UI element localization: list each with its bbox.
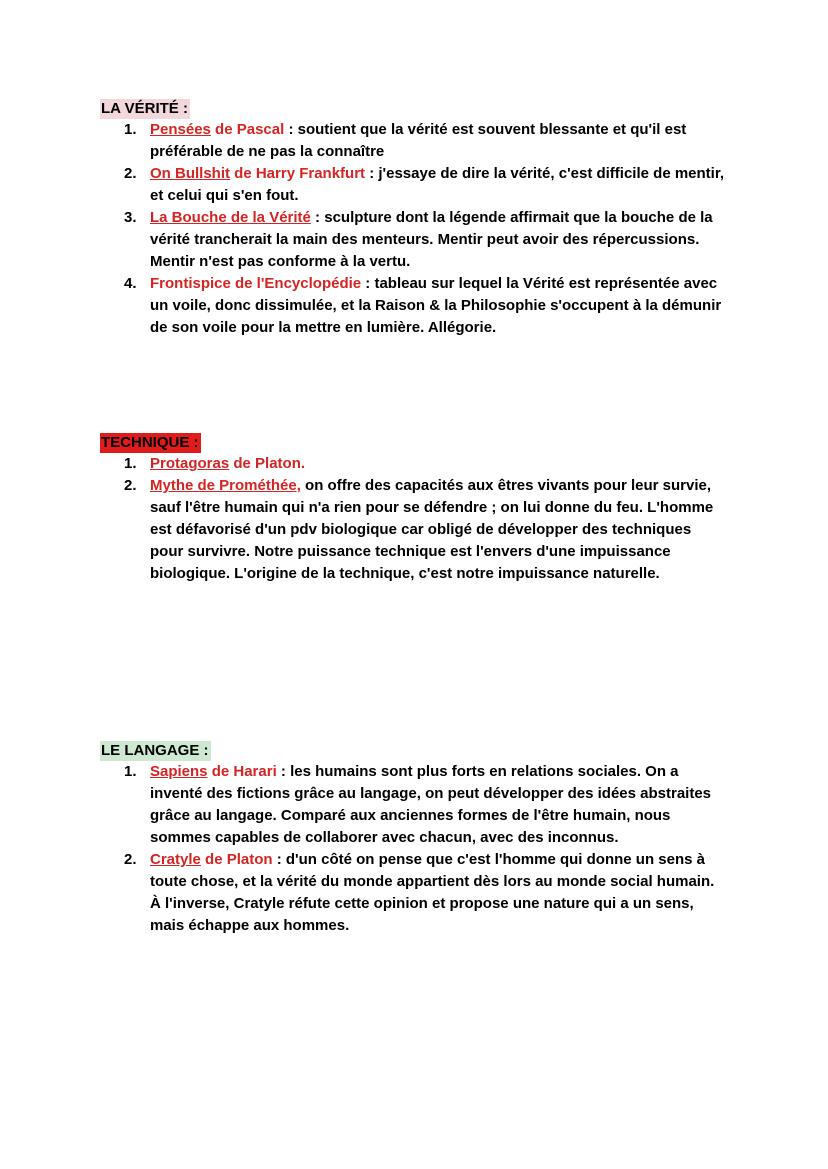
item-list-technique [100,453,740,585]
work-title-link[interactable]: La Bouche de la Vérité [150,209,311,226]
list-item [100,475,728,585]
list-item [100,273,728,339]
work-title: Frontispice de l'Encyclopédie [150,275,362,292]
item-description: : j'essaye de dire la vérité, c'est difficile de mentir, et celui qui s'en fout. [150,165,725,204]
list-item [100,849,728,937]
section-heading-verite: LA VÉRITÉ : [101,100,188,117]
section-technique [100,433,740,585]
work-title-link[interactable]: Protagoras [150,455,230,472]
work-title-link[interactable]: Cratyle [150,851,201,868]
item-description: : d'un côté on pense que c'est l'homme qui donne un sens à toute chose, et la vérité du monde appartient dès lors au monde social humain. À l'inverse, Cratyle réfute cette opinion et propose une nature qui a un sens, mais échappe aux hommes. [150,851,715,934]
work-author: de Harari [207,763,277,780]
work-author: de Pascal [210,121,285,138]
item-number: 2. [124,165,137,182]
item-description: : tableau sur lequel la Vérité est représentée avec un voile, donc dissimulée, et la Raison & la Philosophie s'occupent à la démunir de son voile pour la mettre en lumière. Allégorie. [150,275,722,336]
section-heading-langage: LE LANGAGE : [101,742,209,759]
list-item [100,761,728,849]
item-number: 4. [124,275,137,292]
item-description: : soutient que la vérité est souvent blessante et qu'il est préférable de ne pas la connaître [150,121,687,160]
section-heading-technique: TECHNIQUE : [101,434,199,451]
item-description: : les humains sont plus forts en relations sociales. On a inventé des fictions grâce au langage, on peut développer des idées abstraites grâce au langage. Comparé aux anciennes formes de l'être humain, nous sommes capables de collaborer avec chacun, avec des inconnus. [150,763,712,846]
item-description: : sculpture dont la légende affirmait que la bouche de la vérité trancherait la main des menteurs. Mentir peut avoir des répercussions. Mentir n'est pas conforme à la vertu. [150,209,713,270]
item-number: 2. [124,477,137,494]
item-description: on offre des capacités aux êtres vivants pour leur survie, sauf l'être humain qui n'a rien pour se défendre ; on lui donne du feu. L'homme est défavorisé d'un pdv biologique car obligé de développer des techniques pour survivre. Notre puissance technique est l'envers d'une impuissance biologique. L'origine de la technique, c'est notre impuissance naturelle. [150,477,714,582]
work-title-link[interactable]: Pensées [150,121,211,138]
section-langage [100,741,740,937]
item-list-langage [100,761,740,937]
work-author: de Platon [200,851,273,868]
item-number: 1. [124,121,137,138]
item-number: 1. [124,763,137,780]
list-item [100,453,728,475]
item-number: 2. [124,851,137,868]
work-title-link[interactable]: Mythe de Prométhée, [150,477,301,494]
work-author: de Harry Frankfurt [230,165,366,182]
work-title-link[interactable]: Sapiens [150,763,208,780]
item-number: 3. [124,209,137,226]
item-list-verite [100,119,740,339]
work-title-link[interactable]: On Bullshit [150,165,230,182]
item-number: 1. [124,455,137,472]
work-author: de Platon. [229,455,306,472]
list-item [100,207,728,273]
section-verite [100,99,740,339]
list-item [100,119,728,163]
list-item [100,163,728,207]
